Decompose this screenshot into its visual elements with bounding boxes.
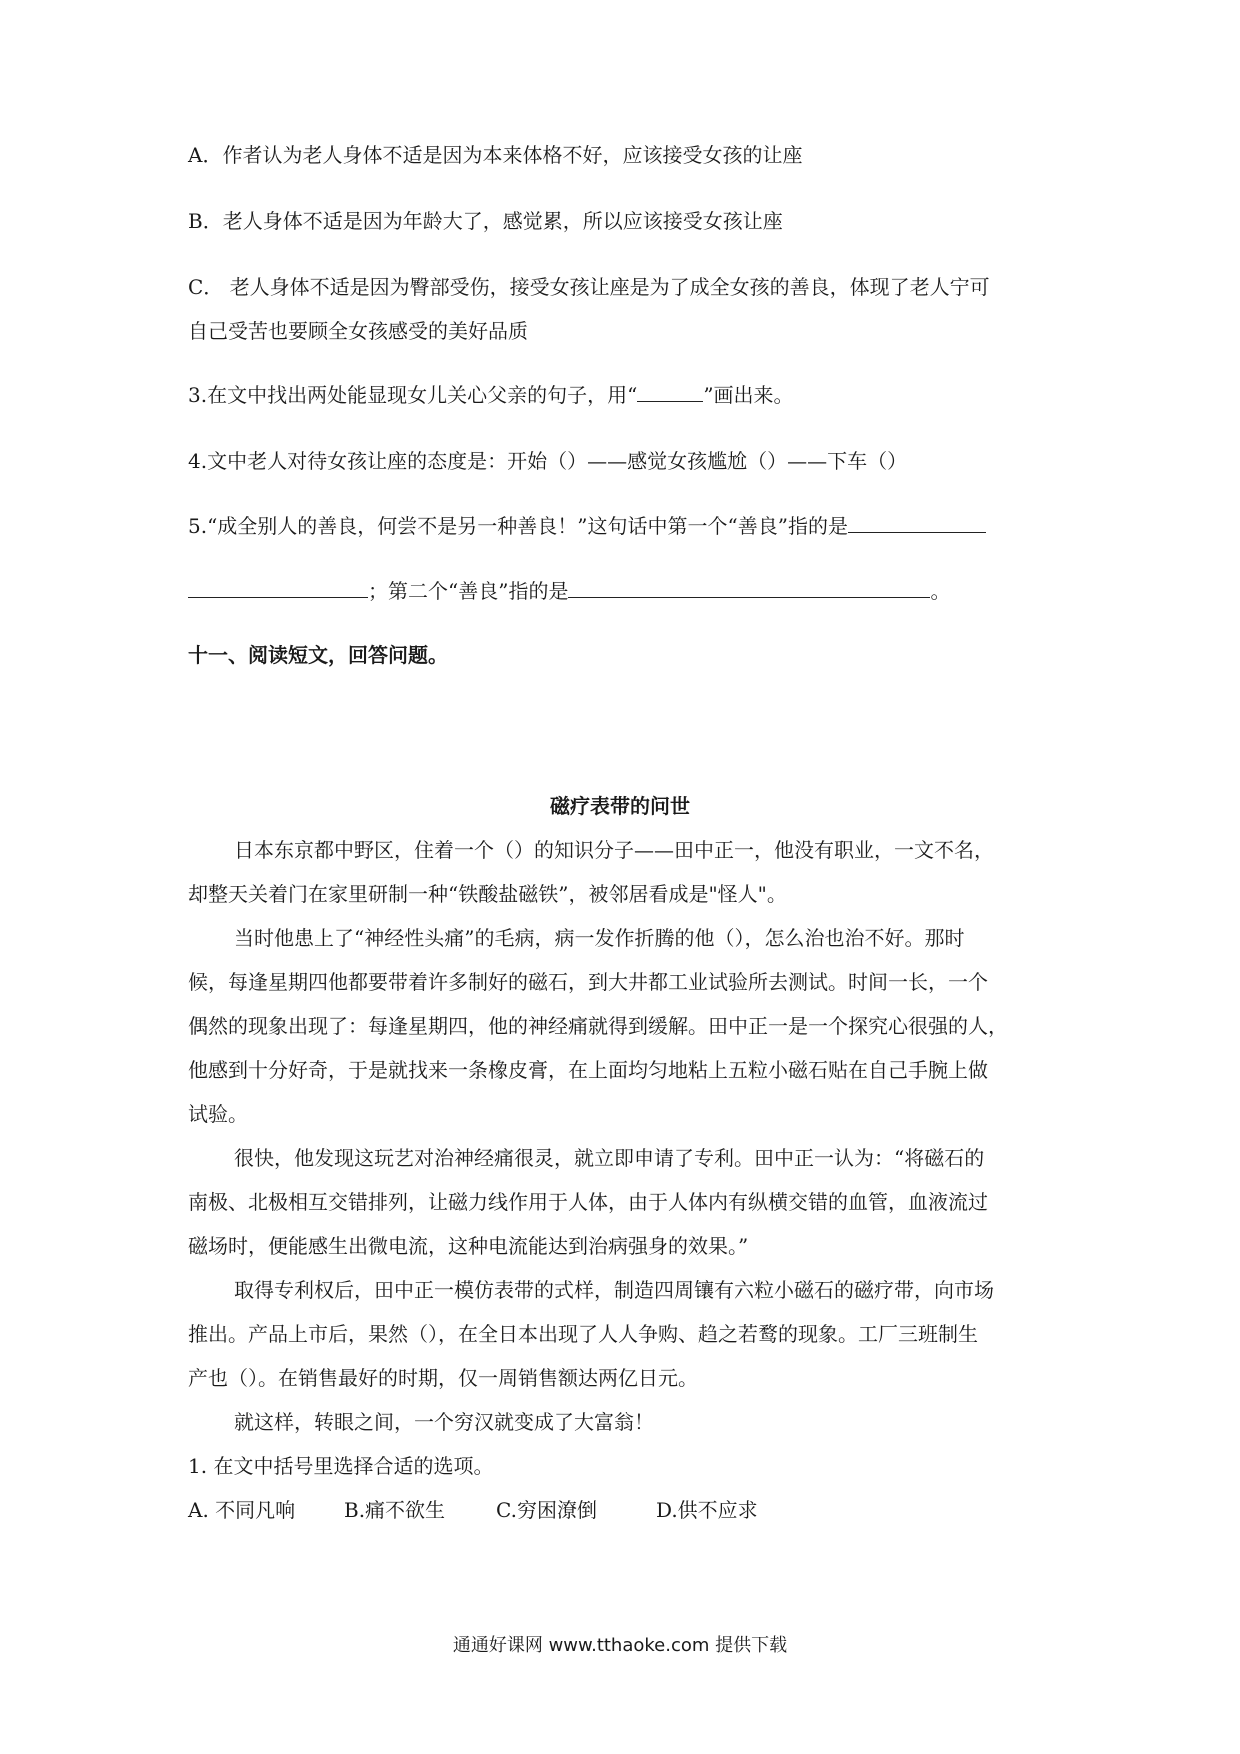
option-a: A. 不同凡响 (188, 1498, 296, 1522)
question-5-line2 (188, 576, 950, 606)
question-3-text: 3.在文中找出两处能显现女儿关心父亲的句子，用“ (188, 383, 638, 407)
question-5-text: 5.“成全别人的善良，何尝不是另一种善良！”这句话中第一个“善良”指的是 (188, 514, 848, 538)
paragraph-line: 南极、北极相互交错排列，让磁力线作用于人体，由于人体内有纵横交错的血管，血液流过 (188, 1190, 988, 1214)
paragraph-line: 偶然的现象出现了：每逢星期四，他的神经痛就得到缓解。田中正一是一个探究心很强的人， (188, 1014, 1008, 1038)
question-5-text-mid: ；第二个“善良”指的是 (368, 579, 569, 603)
option-c: C.穷困潦倒 (496, 1498, 597, 1522)
paragraph-line: 试验。 (188, 1102, 248, 1126)
answer-blank-1b[interactable] (188, 577, 368, 598)
option-b: B.痛不欲生 (344, 1498, 446, 1522)
question-4: 4.文中老人对待女孩让座的态度是：开始（）——感觉女孩尴尬（）——下车（） (188, 449, 908, 473)
answer-blank-2[interactable] (568, 577, 930, 598)
article-title: 磁疗表带的问世 (550, 794, 690, 818)
question-3 (188, 380, 794, 410)
paragraph-line: 磁场时，便能感生出微电流，这种电流能达到治病强身的效果。” (188, 1234, 749, 1258)
paragraph-line: 推出。产品上市后，果然（），在全日本出现了人人争购、趋之若鹜的现象。工厂三班制生 (188, 1322, 978, 1346)
question-5-line1 (188, 511, 986, 541)
question-1: 1. 在文中括号里选择合适的选项。 (188, 1454, 494, 1478)
options-row (188, 1495, 758, 1525)
paragraph-line: 就这样，转眼之间，一个穷汉就变成了大富翁！ (234, 1410, 654, 1434)
option-c-line2: 自己受苦也要顾全女孩感受的美好品质 (188, 319, 528, 343)
paragraph-line: 却整天关着门在家里研制一种“铁酸盐磁铁”，被邻居看成是"怪人"。 (188, 882, 787, 906)
option-d: D.供不应求 (656, 1498, 758, 1522)
paragraph-line: 他感到十分好奇，于是就找来一条橡皮膏，在上面均匀地粘上五粒小磁石贴在自己手腕上做 (188, 1058, 988, 1082)
paragraph-line: 取得专利权后，田中正一模仿表带的式样，制造四周镶有六粒小磁石的磁疗带，向市场 (234, 1278, 994, 1302)
section-heading: 十一、阅读短文，回答问题。 (188, 643, 448, 667)
page-footer: 通通好课网 www.tthaoke.com 提供下载 (452, 1635, 788, 1656)
option-a: A．作者认为老人身体不适是因为本来体格不好，应该接受女孩的让座 (188, 143, 803, 167)
paragraph-line: 当时他患上了“神经性头痛”的毛病，病一发作折腾的他（），怎么治也治不好。那时 (234, 926, 965, 950)
paragraph-line: 候，每逢星期四他都要带着许多制好的磁石，到大井都工业试验所去测试。时间一长，一个 (188, 970, 988, 994)
paragraph-line: 日本东京都中野区，住着一个（）的知识分子——田中正一，他没有职业，一文不名， (234, 838, 994, 862)
option-c-line1: C． 老人身体不适是因为臀部受伤，接受女孩让座是为了成全女孩的善良，体现了老人宁可 (188, 275, 990, 299)
question-5-text-end: 。 (930, 579, 951, 603)
paragraph-line: 产也（）。在销售最好的时期，仅一周销售额达两亿日元。 (188, 1366, 698, 1390)
question-3-text-end: ”画出来。 (703, 383, 794, 407)
answer-blank[interactable] (637, 381, 703, 402)
answer-blank-1a[interactable] (848, 512, 986, 533)
option-b: B．老人身体不适是因为年龄大了，感觉累，所以应该接受女孩让座 (188, 209, 783, 233)
paragraph-line: 很快，他发现这玩艺对治神经痛很灵，就立即申请了专利。田中正一认为：“将磁石的 (234, 1146, 985, 1170)
